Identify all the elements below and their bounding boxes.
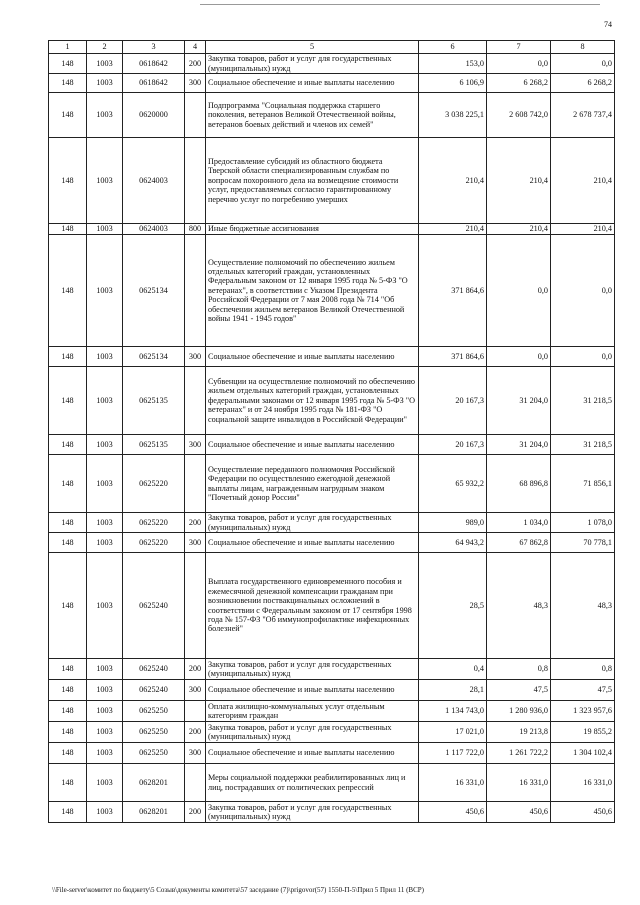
file-path-footer: \\File-server\комитет по бюджету\5 Созыв\документы комитета\57 заседание (7)\prigovor(57) 1550-П-5\Прил 5 Прил 11 (ВСР) (52, 886, 424, 894)
cell-grbs: 148 (49, 533, 87, 553)
cell-description: Иные бюджетные ассигнования (206, 224, 419, 235)
cell-amount-col6: 450,6 (419, 802, 487, 823)
cell-amount-col7: 19 213,8 (487, 722, 551, 743)
cell-grbs: 148 (49, 455, 87, 513)
cell-target-article: 0625240 (123, 659, 185, 680)
cell-target-article: 0624003 (123, 224, 185, 235)
cell-amount-col6: 153,0 (419, 54, 487, 74)
cell-grbs: 148 (49, 680, 87, 701)
cell-target-article: 0625240 (123, 553, 185, 659)
cell-amount-col7: 1 280 936,0 (487, 701, 551, 722)
cell-amount-col8: 0,0 (551, 235, 615, 347)
cell-amount-col7: 0,0 (487, 347, 551, 367)
table-row (49, 680, 615, 701)
cell-amount-col7: 6 268,2 (487, 74, 551, 93)
cell-amount-col7: 31 204,0 (487, 367, 551, 435)
table-row (49, 93, 615, 138)
cell-target-article: 0625135 (123, 435, 185, 455)
cell-amount-col7: 210,4 (487, 138, 551, 224)
cell-target-article: 0620000 (123, 93, 185, 138)
cell-expense-type (185, 367, 206, 435)
cell-grbs: 148 (49, 513, 87, 533)
cell-amount-col6: 6 106,9 (419, 74, 487, 93)
column-header-4: 4 (185, 41, 206, 54)
cell-target-article: 0625220 (123, 533, 185, 553)
cell-amount-col6: 1 134 743,0 (419, 701, 487, 722)
cell-amount-col6: 28,5 (419, 553, 487, 659)
cell-grbs: 148 (49, 367, 87, 435)
cell-section: 1003 (87, 455, 123, 513)
cell-section: 1003 (87, 93, 123, 138)
cell-section: 1003 (87, 138, 123, 224)
cell-grbs: 148 (49, 435, 87, 455)
cell-expense-type: 200 (185, 722, 206, 743)
cell-amount-col8: 450,6 (551, 802, 615, 823)
cell-amount-col7: 0,0 (487, 235, 551, 347)
cell-amount-col7: 48,3 (487, 553, 551, 659)
cell-target-article: 0628201 (123, 802, 185, 823)
cell-expense-type: 300 (185, 347, 206, 367)
cell-amount-col6: 65 932,2 (419, 455, 487, 513)
cell-description: Социальное обеспечение и иные выплаты населению (206, 743, 419, 764)
column-header-1: 1 (49, 41, 87, 54)
cell-grbs: 148 (49, 224, 87, 235)
cell-description: Меры социальной поддержки реабилитированных лиц и лиц, пострадавших от политических репрессий (206, 764, 419, 802)
cell-amount-col7: 67 862,8 (487, 533, 551, 553)
cell-expense-type (185, 235, 206, 347)
cell-target-article: 0625135 (123, 367, 185, 435)
cell-amount-col7: 16 331,0 (487, 764, 551, 802)
cell-amount-col6: 16 331,0 (419, 764, 487, 802)
cell-amount-col7: 47,5 (487, 680, 551, 701)
cell-amount-col8: 71 856,1 (551, 455, 615, 513)
cell-amount-col6: 28,1 (419, 680, 487, 701)
cell-amount-col6: 64 943,2 (419, 533, 487, 553)
cell-grbs: 148 (49, 54, 87, 74)
budget-table (48, 40, 615, 823)
cell-amount-col7: 210,4 (487, 224, 551, 235)
cell-amount-col8: 0,0 (551, 347, 615, 367)
cell-description: Социальное обеспечение и иные выплаты населению (206, 74, 419, 93)
cell-expense-type: 300 (185, 743, 206, 764)
table-row (49, 533, 615, 553)
header-row (49, 41, 615, 54)
table-row (49, 764, 615, 802)
cell-description: Социальное обеспечение и иные выплаты населению (206, 533, 419, 553)
table-row (49, 54, 615, 74)
cell-target-article: 0624003 (123, 138, 185, 224)
cell-target-article: 0618642 (123, 54, 185, 74)
cell-grbs: 148 (49, 722, 87, 743)
cell-amount-col8: 6 268,2 (551, 74, 615, 93)
cell-amount-col8: 210,4 (551, 138, 615, 224)
table-row (49, 367, 615, 435)
cell-description: Закупка товаров, работ и услуг для государственных (муниципальных) нужд (206, 54, 419, 74)
cell-amount-col7: 2 608 742,0 (487, 93, 551, 138)
table-row (49, 74, 615, 93)
table-body (49, 54, 615, 823)
cell-amount-col6: 989,0 (419, 513, 487, 533)
column-header-7: 7 (487, 41, 551, 54)
cell-amount-col7: 450,6 (487, 802, 551, 823)
cell-amount-col6: 20 167,3 (419, 435, 487, 455)
cell-expense-type: 300 (185, 435, 206, 455)
table-row (49, 553, 615, 659)
cell-grbs: 148 (49, 347, 87, 367)
cell-expense-type: 200 (185, 54, 206, 74)
cell-section: 1003 (87, 367, 123, 435)
cell-amount-col8: 19 855,2 (551, 722, 615, 743)
cell-section: 1003 (87, 553, 123, 659)
table-row (49, 455, 615, 513)
cell-amount-col8: 0,8 (551, 659, 615, 680)
cell-grbs: 148 (49, 553, 87, 659)
cell-section: 1003 (87, 224, 123, 235)
cell-section: 1003 (87, 743, 123, 764)
cell-description: Предоставление субсидий из областного бюджета Тверской области специализированным службам по вопросам похоронного дела на возмещение стоимости услуг, предоставляемых согласно гарантированному перечню услуг по погребению умерших (206, 138, 419, 224)
cell-section: 1003 (87, 74, 123, 93)
top-rule (200, 4, 600, 5)
cell-expense-type (185, 553, 206, 659)
cell-amount-col7: 1 034,0 (487, 513, 551, 533)
table-row (49, 435, 615, 455)
cell-amount-col8: 31 218,5 (551, 367, 615, 435)
cell-section: 1003 (87, 435, 123, 455)
cell-section: 1003 (87, 54, 123, 74)
cell-description: Социальное обеспечение и иные выплаты населению (206, 435, 419, 455)
table-row (49, 701, 615, 722)
cell-section: 1003 (87, 764, 123, 802)
cell-description: Социальное обеспечение и иные выплаты населению (206, 347, 419, 367)
cell-target-article: 0625134 (123, 347, 185, 367)
cell-expense-type: 200 (185, 802, 206, 823)
cell-amount-col7: 0,8 (487, 659, 551, 680)
cell-amount-col6: 20 167,3 (419, 367, 487, 435)
table-row (49, 743, 615, 764)
cell-target-article: 0625220 (123, 513, 185, 533)
cell-expense-type: 800 (185, 224, 206, 235)
cell-grbs: 148 (49, 764, 87, 802)
table-row (49, 513, 615, 533)
cell-target-article: 0618642 (123, 74, 185, 93)
cell-expense-type: 200 (185, 659, 206, 680)
cell-amount-col7: 68 896,8 (487, 455, 551, 513)
cell-amount-col6: 210,4 (419, 138, 487, 224)
cell-description: Закупка товаров, работ и услуг для государственных (муниципальных) нужд (206, 659, 419, 680)
cell-target-article: 0625250 (123, 743, 185, 764)
page-number: 74 (604, 20, 612, 29)
cell-amount-col6: 1 117 722,0 (419, 743, 487, 764)
cell-expense-type (185, 701, 206, 722)
cell-grbs: 148 (49, 701, 87, 722)
cell-amount-col7: 1 261 722,2 (487, 743, 551, 764)
cell-amount-col7: 31 204,0 (487, 435, 551, 455)
cell-section: 1003 (87, 513, 123, 533)
table-row (49, 722, 615, 743)
cell-amount-col8: 48,3 (551, 553, 615, 659)
cell-grbs: 148 (49, 659, 87, 680)
table-row (49, 224, 615, 235)
cell-amount-col8: 2 678 737,4 (551, 93, 615, 138)
cell-amount-col8: 1 323 957,6 (551, 701, 615, 722)
column-header-3: 3 (123, 41, 185, 54)
cell-expense-type (185, 764, 206, 802)
cell-section: 1003 (87, 659, 123, 680)
cell-expense-type: 200 (185, 513, 206, 533)
cell-amount-col8: 1 304 102,4 (551, 743, 615, 764)
cell-grbs: 148 (49, 743, 87, 764)
cell-grbs: 148 (49, 93, 87, 138)
cell-amount-col6: 371 864,6 (419, 235, 487, 347)
cell-expense-type (185, 138, 206, 224)
cell-section: 1003 (87, 235, 123, 347)
cell-target-article: 0625250 (123, 701, 185, 722)
cell-amount-col7: 0,0 (487, 54, 551, 74)
cell-description: Закупка товаров, работ и услуг для государственных (муниципальных) нужд (206, 802, 419, 823)
table-row (49, 347, 615, 367)
cell-amount-col8: 1 078,0 (551, 513, 615, 533)
cell-description: Выплата государственного единовременного пособия и ежемесячной денежной компенсации гражданам при возникновении поствакцинальных осложнений в соответствии с Федеральным законом от 17 сентября 1998 года № 157-ФЗ "Об иммунопрофилактике инфекционных болезней" (206, 553, 419, 659)
cell-expense-type: 300 (185, 74, 206, 93)
cell-target-article: 0625220 (123, 455, 185, 513)
cell-description: Оплата жилищно-коммунальных услуг отдельным категориям граждан (206, 701, 419, 722)
column-header-8: 8 (551, 41, 615, 54)
cell-expense-type (185, 93, 206, 138)
cell-amount-col8: 70 778,1 (551, 533, 615, 553)
cell-description: Закупка товаров, работ и услуг для государственных (муниципальных) нужд (206, 722, 419, 743)
cell-grbs: 148 (49, 802, 87, 823)
cell-amount-col8: 47,5 (551, 680, 615, 701)
cell-description: Субвенции на осуществление полномочий по обеспечению жильем отдельных категорий граждан, установленных федеральными законами от 12 января 1995 года № 5-ФЗ "О ветеранах" и от 24 ноября 1995 года № 181-ФЗ "О социальной защите инвалидов в Российской Федерации" (206, 367, 419, 435)
cell-section: 1003 (87, 680, 123, 701)
cell-amount-col6: 0,4 (419, 659, 487, 680)
cell-section: 1003 (87, 701, 123, 722)
cell-expense-type: 300 (185, 680, 206, 701)
cell-amount-col6: 17 021,0 (419, 722, 487, 743)
cell-amount-col8: 16 331,0 (551, 764, 615, 802)
cell-description: Осуществление переданного полномочия Российской Федерации по осуществлению ежегодной денежной выплаты лицам, награжденным нагрудным знаком "Почетный донор России" (206, 455, 419, 513)
cell-target-article: 0625250 (123, 722, 185, 743)
cell-description: Осуществление полномочий по обеспечению жильем отдельных категорий граждан, установленных Федеральным законом от 12 января 1995 года № 5-ФЗ "О ветеранах", в соответствии с Указом Президента Российской Федерации от 7 мая 2008 года № 714 "Об обеспечении жильем ветеранов Великой Отечественной войны 1941 - 1945 годов" (206, 235, 419, 347)
cell-description: Подпрограмма "Социальная поддержка старшего поколения, ветеранов Великой Отечественной войны, ветеранов боевых действий и членов их семей" (206, 93, 419, 138)
table-row (49, 138, 615, 224)
table-row (49, 659, 615, 680)
cell-target-article: 0625134 (123, 235, 185, 347)
cell-expense-type: 300 (185, 533, 206, 553)
cell-grbs: 148 (49, 235, 87, 347)
cell-grbs: 148 (49, 138, 87, 224)
cell-description: Закупка товаров, работ и услуг для государственных (муниципальных) нужд (206, 513, 419, 533)
cell-amount-col6: 3 038 225,1 (419, 93, 487, 138)
cell-amount-col6: 371 864,6 (419, 347, 487, 367)
cell-section: 1003 (87, 347, 123, 367)
table-row (49, 235, 615, 347)
cell-amount-col8: 210,4 (551, 224, 615, 235)
cell-amount-col8: 0,0 (551, 54, 615, 74)
cell-target-article: 0628201 (123, 764, 185, 802)
cell-amount-col8: 31 218,5 (551, 435, 615, 455)
column-header-6: 6 (419, 41, 487, 54)
cell-section: 1003 (87, 533, 123, 553)
cell-target-article: 0625240 (123, 680, 185, 701)
cell-grbs: 148 (49, 74, 87, 93)
column-header-2: 2 (87, 41, 123, 54)
column-header-5: 5 (206, 41, 419, 54)
cell-amount-col6: 210,4 (419, 224, 487, 235)
table-row (49, 802, 615, 823)
cell-description: Социальное обеспечение и иные выплаты населению (206, 680, 419, 701)
cell-expense-type (185, 455, 206, 513)
cell-section: 1003 (87, 722, 123, 743)
cell-section: 1003 (87, 802, 123, 823)
